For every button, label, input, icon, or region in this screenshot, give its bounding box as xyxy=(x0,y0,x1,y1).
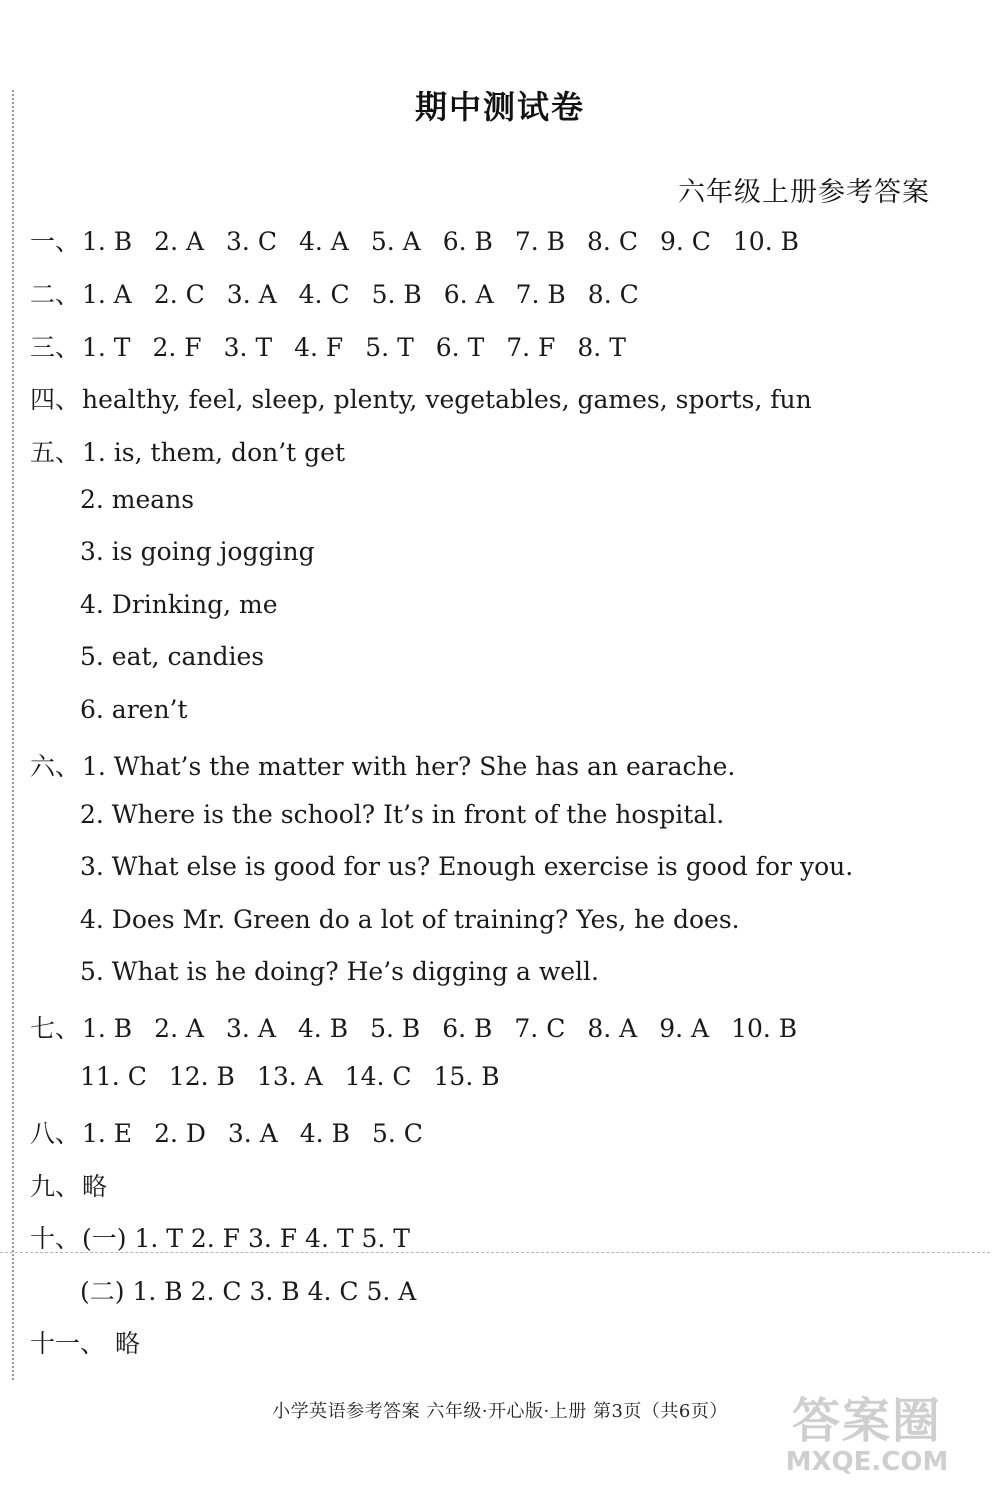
answer-item: 2. A xyxy=(154,227,205,256)
answer-item: 6. B xyxy=(442,1014,493,1043)
page-subtitle: 六年级上册参考答案 xyxy=(678,177,930,208)
section-10 xyxy=(30,1219,960,1259)
section-7 xyxy=(30,1009,960,1049)
answer-item: 3. T xyxy=(223,333,273,362)
answer-item: 1. E xyxy=(82,1119,133,1148)
answer-item: 1. T xyxy=(82,333,131,362)
answer-item: 3. A xyxy=(226,1014,276,1043)
answer-item: 9. A xyxy=(659,1014,710,1043)
answer-item: 1. B xyxy=(82,1014,133,1043)
answer-list xyxy=(82,333,648,362)
section-label: 二、 xyxy=(30,280,81,309)
answer-item: 1. A xyxy=(82,280,132,309)
answer-list xyxy=(82,227,821,256)
answer-item: 11. C xyxy=(80,1062,147,1091)
answer-item: 2. F xyxy=(152,333,202,362)
section-4 xyxy=(30,380,960,420)
answer-item: 8. C xyxy=(587,227,638,256)
answer-item: 14. C xyxy=(344,1062,412,1091)
section-5 xyxy=(30,433,960,473)
answer-line: 1. is, them, don’t get xyxy=(82,438,346,467)
answer-line: (二) 1. B 2. C 3. B 4. C 5. A xyxy=(80,1277,417,1306)
section-label: 八、 xyxy=(30,1119,81,1148)
section-9 xyxy=(30,1167,960,1207)
answer-line: 2. means xyxy=(80,485,195,514)
answer-line: 4. Drinking, me xyxy=(80,590,278,619)
section-1 xyxy=(30,222,960,262)
answer-item: 5. T xyxy=(365,333,414,362)
answer-item: 10. B xyxy=(731,1014,798,1043)
answer-item: 2. D xyxy=(154,1119,206,1148)
answer-list-continued xyxy=(80,1062,522,1091)
answer-text: 略 xyxy=(82,1172,108,1201)
section-11 xyxy=(30,1324,960,1364)
section-label: 六、 xyxy=(30,752,81,781)
answer-line: (一) 1. T 2. F 3. F 4. T 5. T xyxy=(82,1224,410,1253)
answer-item: 8. T xyxy=(577,333,626,362)
answer-item: 4. F xyxy=(294,333,344,362)
answer-item: 6. T xyxy=(435,333,485,362)
watermark-url: MXQE.COM xyxy=(785,1447,949,1477)
answer-item: 1. B xyxy=(82,227,133,256)
answer-item: 4. B xyxy=(299,1119,350,1148)
answer-list xyxy=(82,1119,445,1148)
section-8 xyxy=(30,1114,960,1154)
answer-line: 3. is going jogging xyxy=(80,537,315,566)
answer-text: 略 xyxy=(115,1329,141,1358)
section-label: 十一、 xyxy=(30,1329,106,1358)
answer-line: 4. Does Mr. Green do a lot of training? Yes, he does. xyxy=(80,905,740,934)
section-6 xyxy=(30,747,960,787)
watermark-text: 答案圈 xyxy=(791,1393,942,1449)
answer-item: 2. A xyxy=(154,1014,205,1043)
answer-list xyxy=(82,1014,819,1043)
answer-line: 1. What’s the matter with her? She has an earache. xyxy=(82,752,736,781)
section-label: 五、 xyxy=(30,438,81,467)
answer-item: 7. B xyxy=(514,227,566,256)
answer-item: 6. A xyxy=(443,280,494,309)
answer-list xyxy=(82,280,661,309)
section-label: 一、 xyxy=(30,227,81,256)
answer-line: 3. What else is good for us? Enough exercise is good for you. xyxy=(80,852,854,881)
section-label: 三、 xyxy=(30,333,81,362)
answer-item: 8. C xyxy=(587,280,639,309)
answer-item: 8. A xyxy=(587,1014,638,1043)
section-label: 四、 xyxy=(30,385,81,414)
answer-item: 4. C xyxy=(298,280,350,309)
answer-line: 6. aren’t xyxy=(80,695,188,724)
answer-item: 12. B xyxy=(168,1062,235,1091)
answer-item: 5. B xyxy=(371,280,422,309)
answer-item: 7. B xyxy=(515,280,566,309)
answer-item: 9. C xyxy=(659,227,711,256)
binding-margin-line xyxy=(12,90,14,1380)
answer-item: 5. C xyxy=(371,1119,423,1148)
section-3 xyxy=(30,328,960,368)
answer-item: 5. B xyxy=(370,1014,421,1043)
page-title: 期中测试卷 xyxy=(414,88,585,126)
answer-item: 3. A xyxy=(227,1119,278,1148)
answer-item: 15. B xyxy=(433,1062,500,1091)
page-footer: 小学英语参考答案 六年级·开心版·上册 第3页（共6页） xyxy=(272,1401,728,1422)
answer-item: 7. F xyxy=(506,333,556,362)
answer-item: 4. A xyxy=(298,227,349,256)
answer-line: 5. eat, candies xyxy=(80,642,265,671)
answer-item: 3. A xyxy=(226,280,277,309)
answer-line: 5. What is he doing? He’s digging a well. xyxy=(80,957,599,986)
answer-item: 10. B xyxy=(732,227,799,256)
watermark-logo xyxy=(762,1395,972,1490)
section-label: 七、 xyxy=(30,1014,81,1043)
answer-item: 2. C xyxy=(153,280,205,309)
answer-item: 7. C xyxy=(514,1014,566,1043)
section-label: 九、 xyxy=(30,1172,81,1201)
answer-item: 3. C xyxy=(226,227,277,256)
section-2 xyxy=(30,275,960,315)
answer-list xyxy=(80,1062,960,1102)
answer-line: 2. Where is the school? It’s in front of the hospital. xyxy=(80,800,725,829)
section-label: 十、 xyxy=(30,1224,81,1253)
answer-item: 13. A xyxy=(256,1062,323,1091)
answer-item: 6. B xyxy=(442,227,493,256)
answer-text: healthy, feel, sleep, plenty, vegetables, games, sports, fun xyxy=(82,385,812,414)
answer-item: 5. A xyxy=(370,227,421,256)
answer-item: 4. B xyxy=(297,1014,349,1043)
